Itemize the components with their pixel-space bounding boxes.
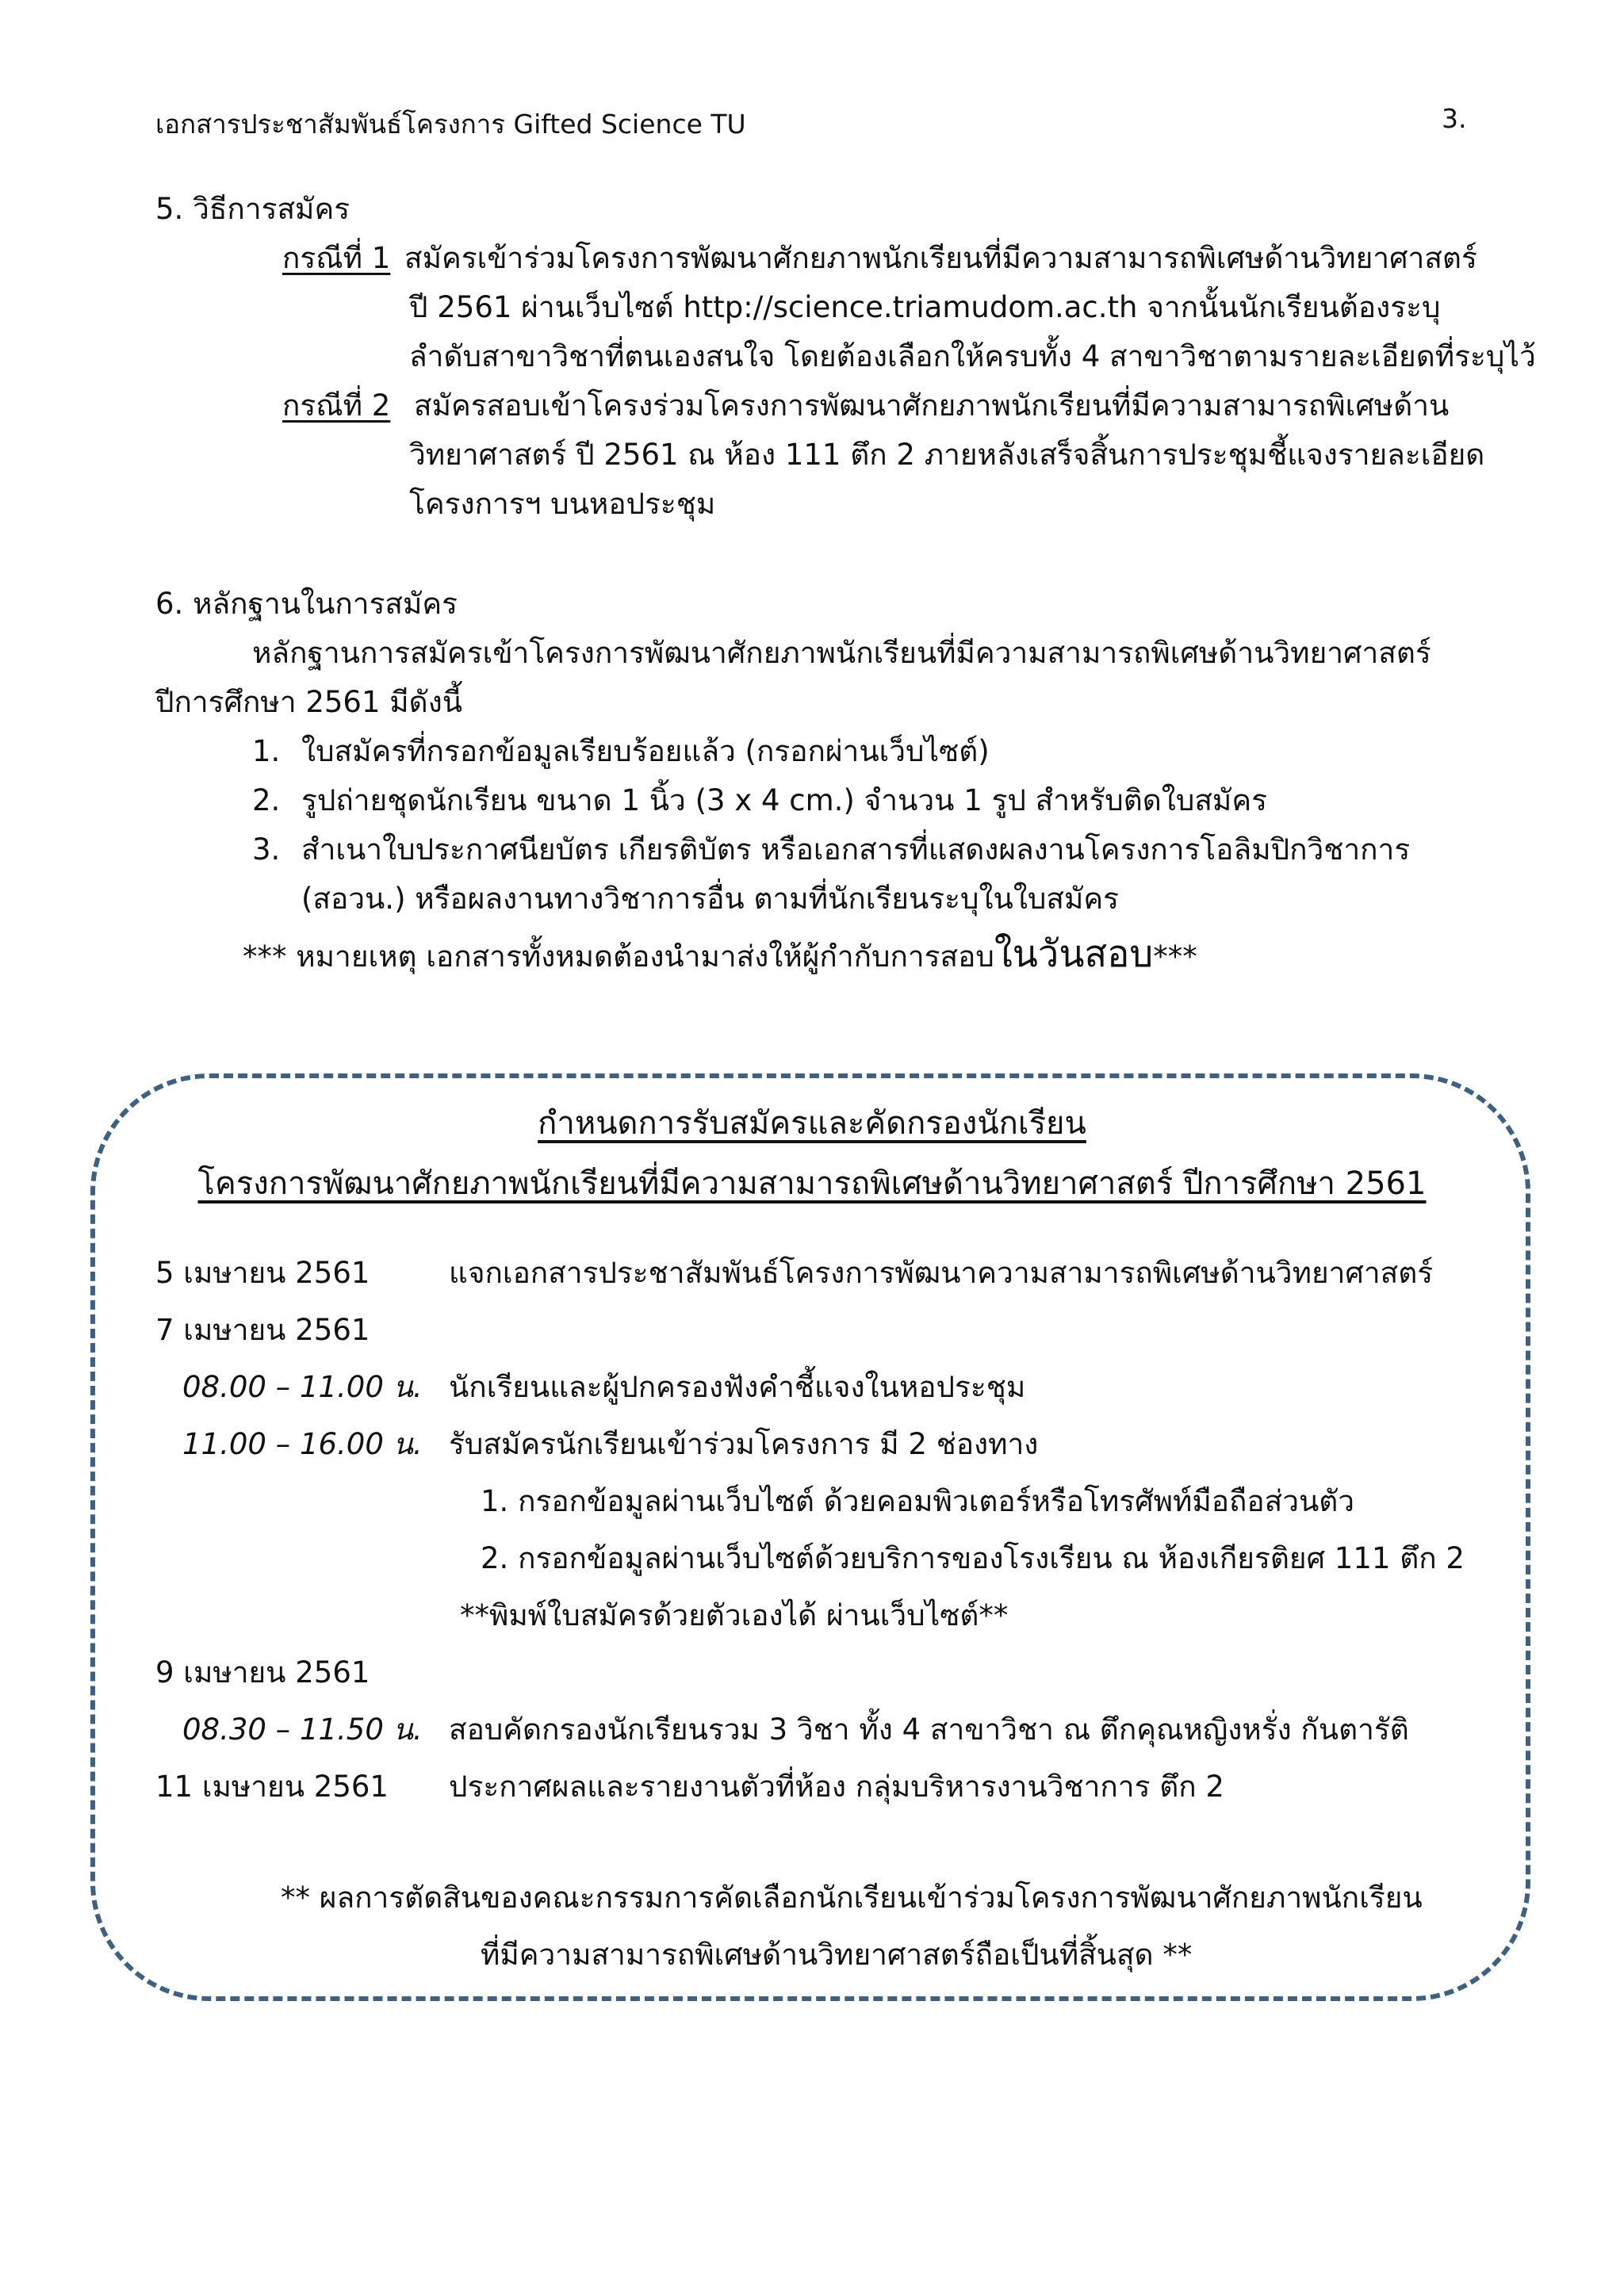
case2-line2: วิทยาศาสตร์ ปี 2561 ณ ห้อง 111 ตึก 2 ภายหลังเสร็จสิ้นการประชุมชี้แจงรายละเอียด [409, 438, 1485, 472]
schedule-footer-line2: ที่มีความสามารถพิเศษด้านวิทยาศาสตร์ถือเป็นที่สิ้นสุด ** [481, 1938, 1193, 1972]
evidence-item-text: สำเนาใบประกาศนียบัตร เกียรติบัตร หรือเอกสารที่แสดงผลงานโครงการโอลิมปิกวิชาการ [301, 832, 1411, 867]
evidence-item-text: รูปถ่ายชุดนักเรียน ขนาด 1 นิ้ว (3 x 4 cm.) จำนวน 1 รูป สำหรับติดใบสมัคร [301, 783, 1267, 817]
print-application-note: **พิมพ์ใบสมัครด้วยตัวเองได้ ผ่านเว็บไซต์** [460, 1598, 1009, 1632]
page-number: 3. [1442, 103, 1467, 134]
schedule-time: 08.00 – 11.00 น. [182, 1370, 423, 1404]
schedule-date: 9 เมษายน 2561 [155, 1655, 370, 1689]
schedule-activity: ประกาศผลและรายงานตัวที่ห้อง กลุ่มบริหารงานวิชาการ ตึก 2 [449, 1770, 1224, 1804]
case1-line1: สมัครเข้าร่วมโครงการพัฒนาศักยภาพนักเรียนที่มีความสามารถพิเศษด้านวิทยาศาสตร์ [404, 241, 1477, 275]
case1-line3: ลำดับสาขาวิชาที่ตนเองสนใจ โดยต้องเลือกให้ครบทั้ง 4 สาขาวิชาตามรายละเอียดที่ระบุไว้ [409, 339, 1536, 373]
note-suffix: *** [1153, 939, 1197, 974]
note-emphasis: ในวันสอบ [994, 932, 1154, 976]
schedule-time: 11.00 – 16.00 น. [182, 1427, 423, 1461]
case2-label: กรณีที่ 2 [282, 388, 391, 423]
evidence-item-text-continued: (สอวน.) หรือผลงานทางวิชาการอื่น ตามที่นักเรียนระบุในใบสมัคร [301, 882, 1119, 916]
schedule-subtitle: โครงการพัฒนาศักยภาพนักเรียนที่มีความสามารถพิเศษด้านวิทยาศาสตร์ ปีการศึกษา 2561 [197, 1165, 1427, 1202]
case1-line2: ปี 2561 ผ่านเว็บไซต์ http://science.triamudom.ac.th จากนั้นนักเรียนต้องระบุ [409, 290, 1441, 324]
section5-heading: 5. วิธีการสมัคร [155, 192, 350, 226]
evidence-item-number: 1. [252, 734, 281, 768]
evidence-item-number: 2. [252, 783, 281, 817]
section6-intro-line1: หลักฐานการสมัครเข้าโครงการพัฒนาศักยภาพนักเรียนที่มีความสามารถพิเศษด้านวิทยาศาสตร์ [252, 636, 1431, 670]
section6-heading: 6. หลักฐานในการสมัคร [155, 587, 458, 621]
schedule-date: 7 เมษายน 2561 [155, 1313, 370, 1347]
schedule-date: 11 เมษายน 2561 [155, 1770, 389, 1804]
schedule-title: กำหนดการรับสมัครและคัดกรองนักเรียน [538, 1105, 1086, 1142]
schedule-activity: แจกเอกสารประชาสัมพันธ์โครงการพัฒนาความสามารถพิเศษด้านวิทยาศาสตร์ [449, 1256, 1434, 1290]
document-header-title: เอกสารประชาสัมพันธ์โครงการ Gifted Science TU [155, 109, 746, 140]
schedule-activity: นักเรียนและผู้ปกครองฟังคำชี้แจงในหอประชุม [449, 1370, 1026, 1404]
section6-note [243, 934, 1197, 978]
schedule-activity: รับสมัครนักเรียนเข้าร่วมโครงการ มี 2 ช่องทาง [449, 1427, 1039, 1461]
section6-intro-line2: ปีการศึกษา 2561 มีดังนี้ [155, 685, 463, 719]
case1-label: กรณีที่ 1 [282, 241, 391, 275]
evidence-item-number: 3. [252, 832, 281, 867]
registration-channel: 2. กรอกข้อมูลผ่านเว็บไซต์ด้วยบริการของโรงเรียน ณ ห้องเกียรติยศ 111 ตึก 2 [481, 1541, 1465, 1575]
note-prefix: *** หมายเหตุ เอกสารทั้งหมดต้องนำมาส่งให้ผู้กำกับการสอบ [243, 939, 994, 974]
registration-channel: 1. กรอกข้อมูลผ่านเว็บไซต์ ด้วยคอมพิวเตอร์หรือโทรศัพท์มือถือส่วนตัว [481, 1484, 1355, 1518]
schedule-activity: สอบคัดกรองนักเรียนรวม 3 วิชา ทั้ง 4 สาขาวิชา ณ ตึกคุณหญิงหรั่ง กันตารัติ [449, 1712, 1409, 1747]
schedule-dashed-box [90, 1073, 1530, 2001]
schedule-date: 5 เมษายน 2561 [155, 1256, 370, 1290]
schedule-time: 08.30 – 11.50 น. [182, 1712, 423, 1747]
evidence-item-text: ใบสมัครที่กรอกข้อมูลเรียบร้อยแล้ว (กรอกผ่านเว็บไซต์) [301, 734, 990, 768]
schedule-footer-line1: ** ผลการตัดสินของคณะกรรมการคัดเลือกนักเรียนเข้าร่วมโครงการพัฒนาศักยภาพนักเรียน [281, 1881, 1423, 1915]
case2-line1: สมัครสอบเข้าโครงร่วมโครงการพัฒนาศักยภาพนักเรียนที่มีความสามารถพิเศษด้าน [414, 388, 1450, 423]
case2-line3: โครงการฯ บนหอประชุม [409, 487, 716, 521]
